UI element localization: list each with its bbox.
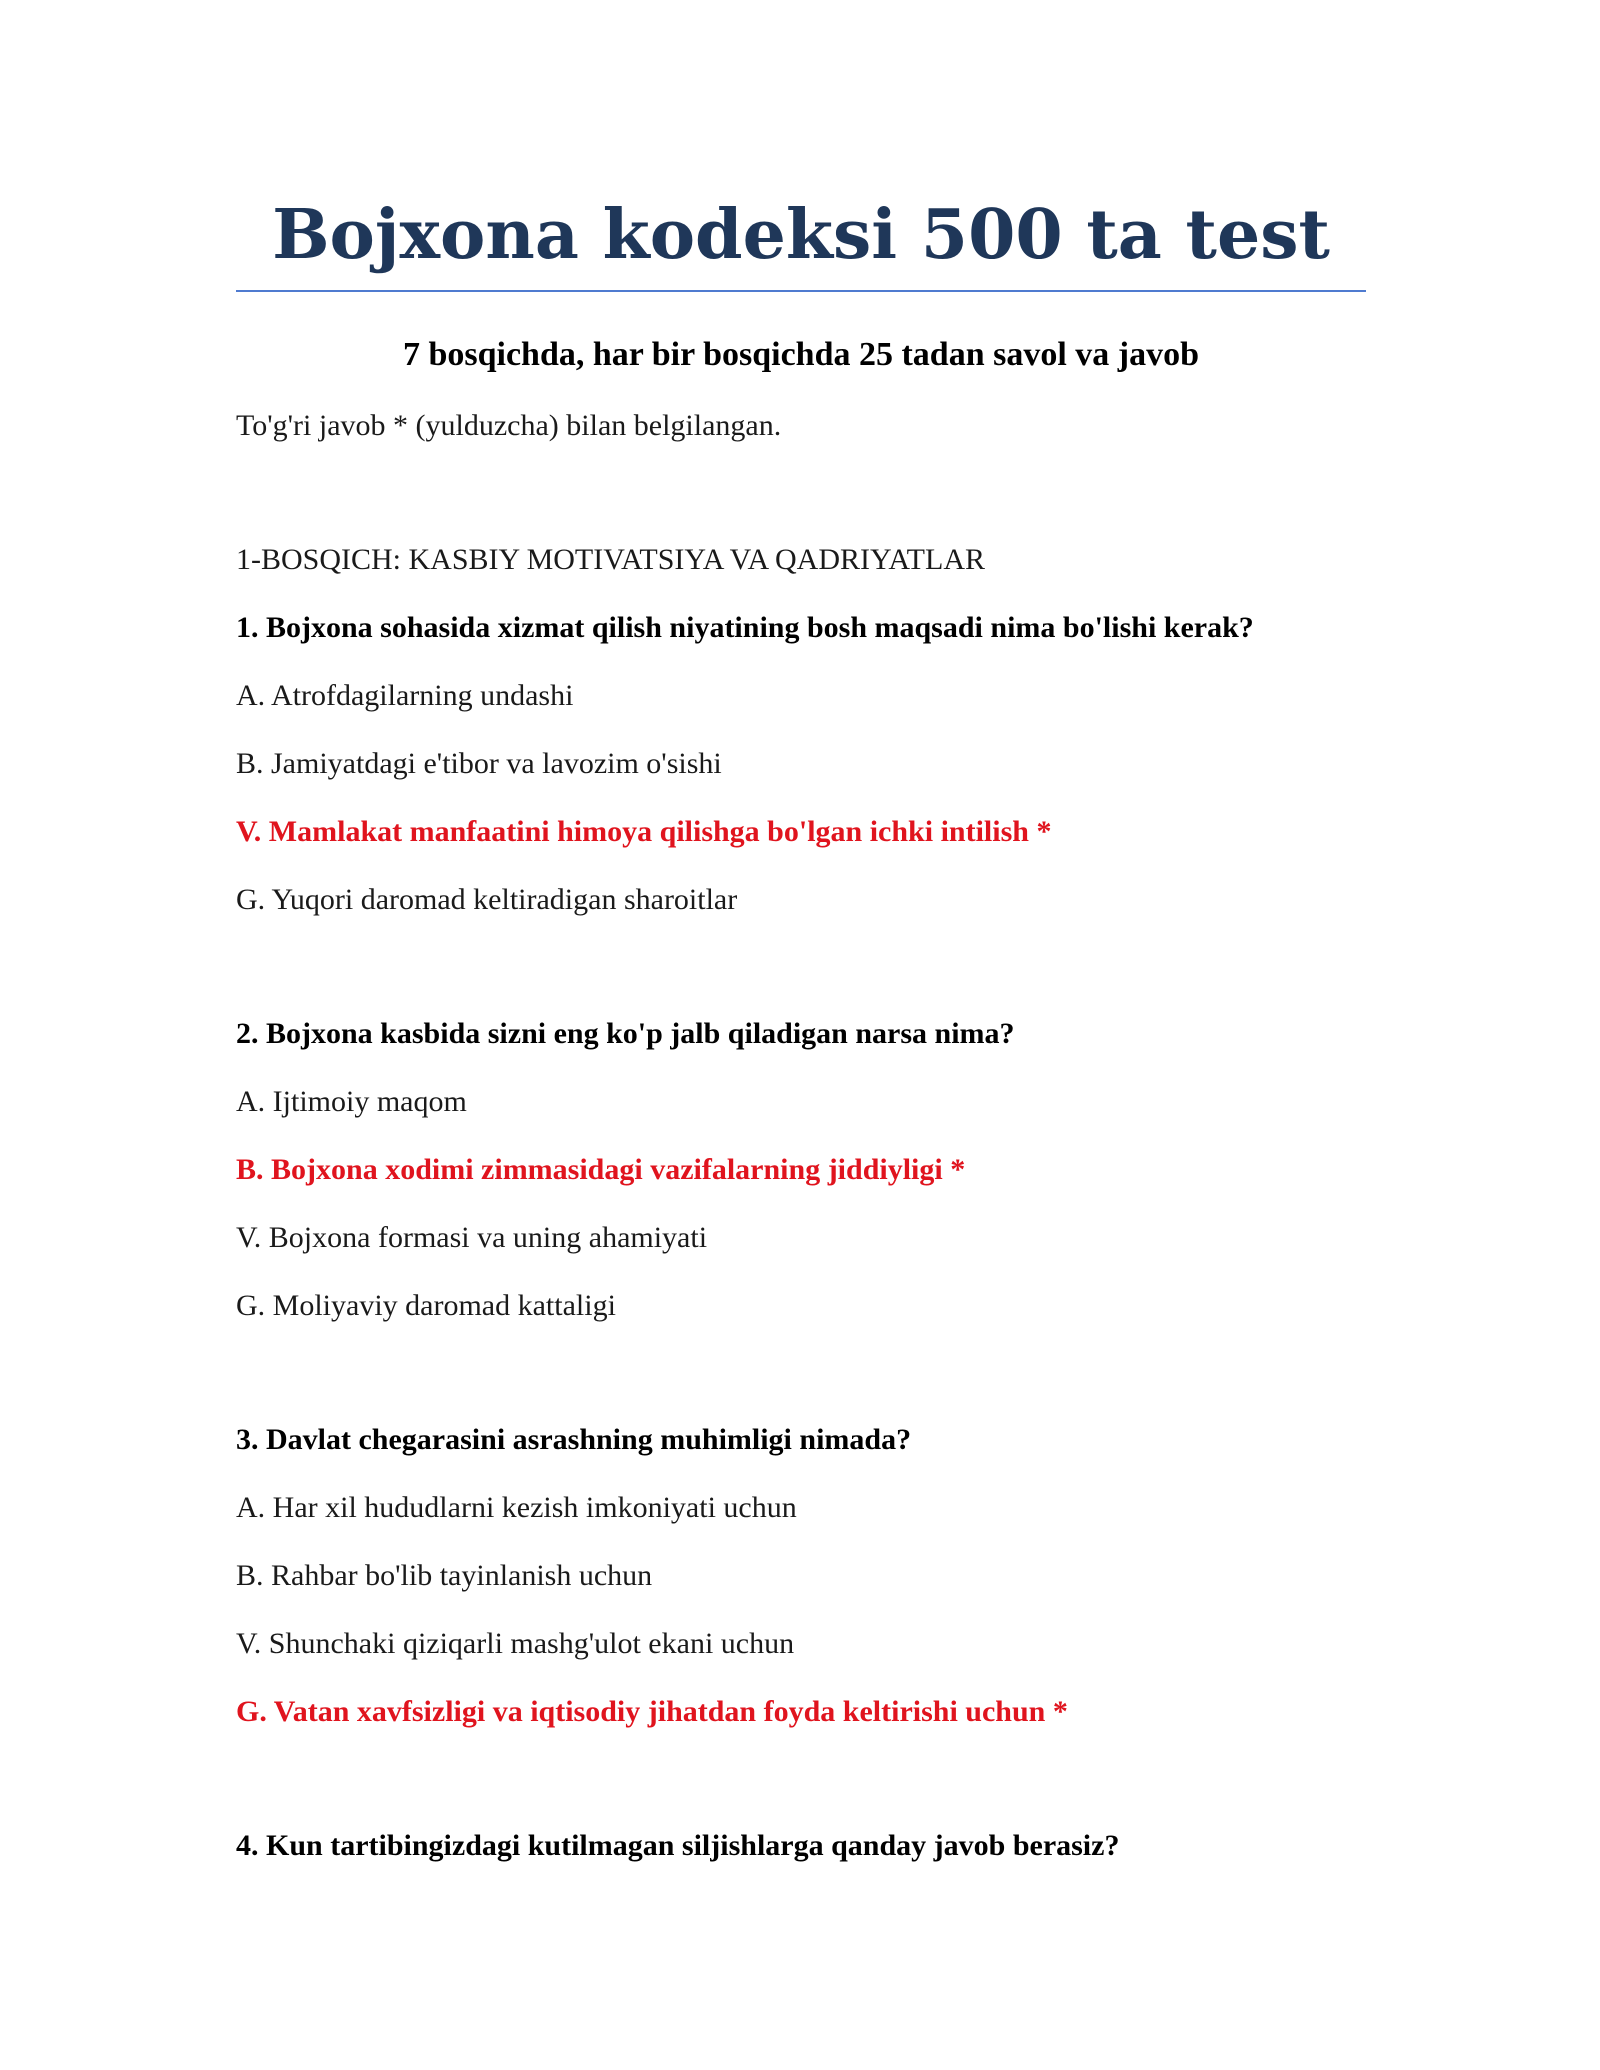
question-1-option-a: A. Atrofdagilarning undashi — [236, 679, 574, 712]
question-1-option-g: G. Yuqori daromad keltiradigan sharoitlar — [236, 883, 738, 916]
document-subtitle: 7 bosqichda, har bir bosqichda 25 tadan savol va javob — [402, 336, 1200, 373]
title-underline — [236, 290, 1366, 292]
question-3-option-v: V. Shunchaki qiziqarli mashg'ulot ekani uchun — [236, 1627, 795, 1660]
question-1: 1. Bojxona sohasida xizmat qilish niyatining bosh maqsadi nima bo'lishi kerak? — [236, 611, 1254, 644]
question-2-option-b-correct: B. Bojxona xodimi zimmasidagi vazifalarning jiddiyligi * — [236, 1153, 966, 1186]
question-1-option-v-correct: V. Mamlakat manfaatini himoya qilishga bo'lgan ichki intilish * — [236, 815, 1052, 848]
question-2-option-v: V. Bojxona formasi va uning ahamiyati — [236, 1221, 708, 1254]
question-2: 2. Bojxona kasbida sizni eng ko'p jalb qiladigan narsa nima? — [236, 1017, 1015, 1050]
question-3-option-a: A. Har xil hududlarni kezish imkoniyati uchun — [236, 1491, 797, 1524]
question-3: 3. Davlat chegarasini asrashning muhimligi nimada? — [236, 1423, 912, 1456]
question-1-option-b: B. Jamiyatdagi e'tibor va lavozim o'sishi — [236, 747, 722, 780]
answer-key-note: To'g'ri javob * (yulduzcha) bilan belgilangan. — [236, 409, 782, 442]
document-title: Bojxona kodeksi 500 ta test — [272, 195, 1330, 275]
question-2-option-g: G. Moliyaviy daromad kattaligi — [236, 1289, 616, 1322]
question-2-option-a: A. Ijtimoiy maqom — [236, 1085, 467, 1118]
section-heading: 1-BOSQICH: KASBIY MOTIVATSIYA VA QADRIYATLAR — [236, 543, 985, 576]
question-3-option-g-correct: G. Vatan xavfsizligi va iqtisodiy jihatdan foyda keltirishi uchun * — [236, 1695, 1068, 1728]
question-4: 4. Kun tartibingizdagi kutilmagan siljishlarga qanday javob berasiz? — [236, 1829, 1120, 1862]
question-3-option-b: B. Rahbar bo'lib tayinlanish uchun — [236, 1559, 653, 1592]
